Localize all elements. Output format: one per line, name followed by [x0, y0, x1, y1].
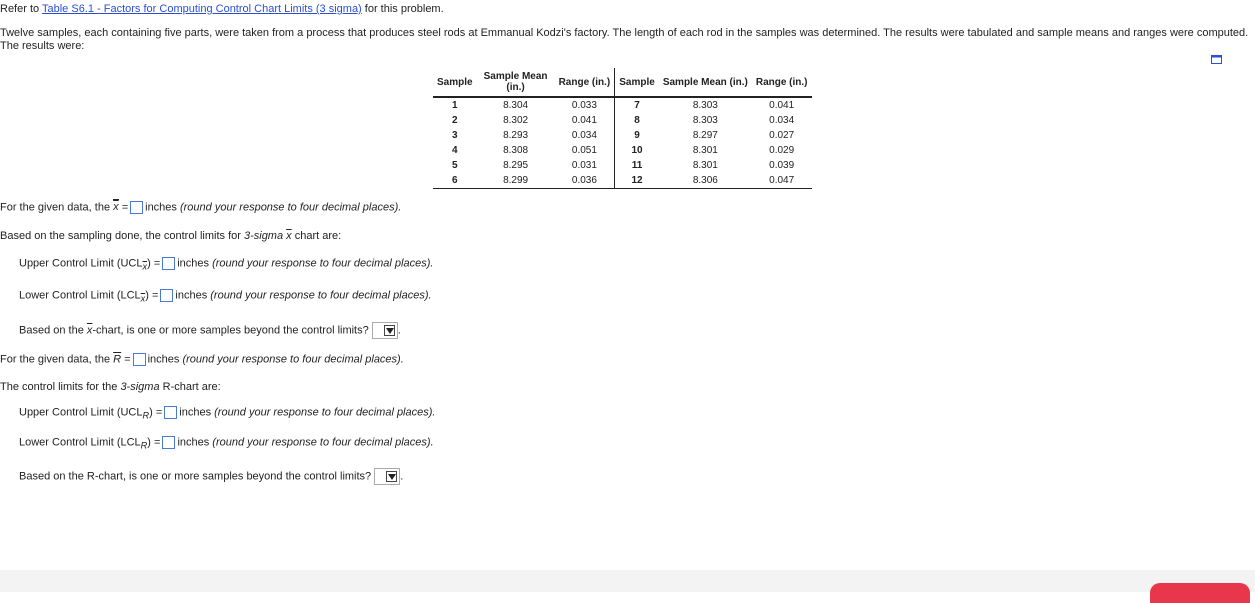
ucl-r-answer-input[interactable] [164, 406, 177, 419]
refer-suffix: for this problem. [361, 3, 444, 15]
cell-range: 0.041 [555, 113, 615, 128]
beyond-r-dropdown[interactable] [374, 468, 400, 485]
cell-range: 0.034 [555, 128, 615, 143]
table-row [433, 113, 812, 128]
table-row [433, 173, 812, 189]
cell-mean: 8.301 [692, 145, 718, 156]
th-mean-2: Sample Mean (in.) [662, 76, 748, 88]
cell-sample: 4 [452, 145, 458, 156]
th-mean-1: Sample Mean (in.) [483, 71, 548, 93]
cell-sample: 5 [452, 160, 458, 171]
rchart-control-limits-text: The control limits for the 3-sigma R-chart are: [0, 381, 221, 393]
beyond-x-dropdown[interactable] [372, 322, 398, 339]
th-range-2: Range (in.) [755, 76, 808, 88]
bottom-toolbar [0, 570, 1255, 592]
cell-mean: 8.304 [503, 100, 529, 111]
table-row [433, 128, 812, 143]
data-table [433, 68, 812, 189]
cell-sample: 7 [634, 100, 640, 111]
table-row [433, 158, 812, 173]
ucl-x-answer-input[interactable] [162, 257, 175, 270]
cell-mean: 8.303 [692, 100, 718, 111]
cell-sample: 6 [452, 175, 458, 186]
cell-sample: 12 [631, 175, 643, 186]
cell-range: 0.047 [769, 175, 795, 186]
cell-mean: 8.301 [692, 160, 718, 171]
cell-mean: 8.306 [692, 175, 718, 186]
question-xbarbar: For the given data, the $\overline{x}$ = inches (round your response to four decimal places). [0, 201, 402, 214]
chevron-down-icon [384, 325, 395, 336]
cell-range: 0.051 [555, 143, 615, 158]
cell-sample: 11 [631, 160, 643, 171]
cell-range: 0.031 [555, 158, 615, 173]
cell-sample: 3 [452, 130, 458, 141]
cell-sample: 10 [631, 145, 643, 156]
rbar-symbol: $\overline{R}$ [113, 353, 122, 366]
cell-sample: 1 [452, 100, 458, 111]
cell-mean: 8.293 [503, 130, 529, 141]
refer-prefix: Refer to [0, 3, 42, 15]
xbarbar-symbol: $\overline{x}$ [113, 201, 119, 214]
cell-mean: 8.308 [503, 145, 529, 156]
chevron-down-icon [386, 471, 397, 482]
question-lcl-r: Lower Control Limit $(LCL_R)$ = inches (round your response to four decimal places). [19, 436, 434, 451]
table-row [433, 143, 812, 158]
cell-sample: 2 [452, 115, 458, 126]
question-beyond-x: Based on the $\overline{x}$-chart, is one or more samples beyond the control limits? . [19, 322, 401, 339]
cell-range: 0.034 [769, 115, 795, 126]
cell-range: 0.029 [769, 145, 795, 156]
question-lcl-x: Lower Control Limit $(LCL_{\overline{x}})$ = inches (round your response to four decimal places). [19, 289, 432, 304]
cell-mean: 8.299 [503, 175, 529, 186]
lcl-r-answer-input[interactable] [162, 436, 175, 449]
lcl-x-answer-input[interactable] [160, 289, 173, 302]
cell-range: 0.036 [555, 173, 615, 189]
cell-range: 0.027 [769, 130, 795, 141]
cell-sample: 8 [634, 115, 640, 126]
cell-range: 0.039 [769, 160, 795, 171]
cell-mean: 8.297 [692, 130, 718, 141]
cell-range: 0.033 [555, 97, 615, 113]
table-row [433, 97, 812, 113]
question-beyond-r: Based on the R-chart, is one or more samples beyond the control limits? . [19, 468, 403, 485]
cell-mean: 8.295 [503, 160, 529, 171]
cell-sample: 9 [634, 130, 640, 141]
rbar-answer-input[interactable] [133, 353, 146, 366]
th-sample-1: Sample [437, 76, 473, 88]
question-rbar: For the given data, the $\overline{R}$ = inches (round your response to four decimal places). [0, 353, 404, 366]
problem-text: Twelve samples, each containing five parts, were taken from a process that produces steel rods at Emmanual Kodzi's factory. The length of each rod in the samples was determined. The results were tabulated and sample means and ranges were computed. The results were: [0, 27, 1249, 52]
cell-mean: 8.303 [692, 115, 718, 126]
cell-mean: 8.302 [503, 115, 529, 126]
table-header-row [433, 68, 812, 97]
submit-button[interactable] [1150, 583, 1250, 603]
xbarbar-answer-input[interactable] [130, 201, 143, 214]
refer-line [0, 3, 444, 15]
copy-table-icon[interactable] [1211, 55, 1222, 64]
th-sample-2: Sample [619, 76, 655, 88]
th-range-1: Range (in.) [555, 68, 615, 97]
cell-range: 0.041 [769, 100, 795, 111]
sampling-control-limits-text: Based on the sampling done, the control limits for 3-sigma $\overline{x}$ chart are: [0, 230, 342, 242]
question-ucl-r: Upper Control Limit $(UCL_R)$ = inches (round your response to four decimal places). [19, 406, 436, 421]
table-s6-1-link[interactable]: Table S6.1 - Factors for Computing Control Chart Limits (3 sigma) [42, 3, 362, 15]
question-ucl-x: Upper Control Limit $(UCL_{\overline{x}})$ = inches (round your response to four decimal places). [19, 257, 434, 272]
